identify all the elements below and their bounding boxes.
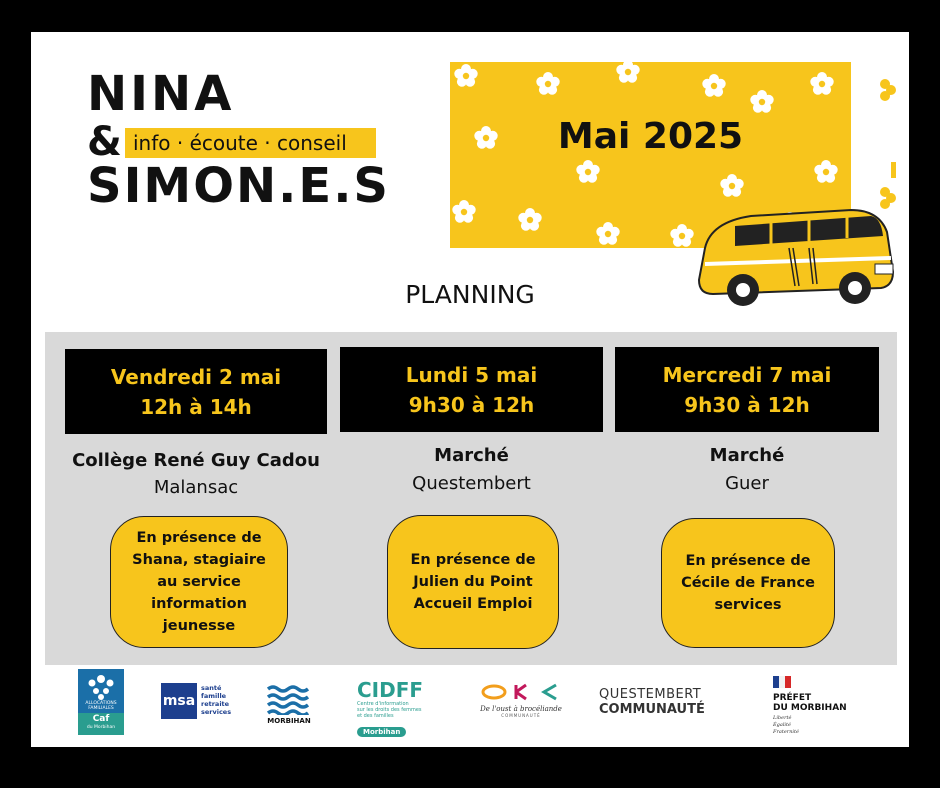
event-place: Marché (434, 445, 509, 466)
msa-line-4: services (201, 708, 232, 716)
caf-line-3: Caf (92, 714, 110, 724)
caf-line-4: du Morbihan (86, 725, 116, 730)
poster (31, 32, 909, 747)
event-place: Marché (709, 445, 785, 466)
event-card (65, 332, 335, 665)
event-presence-bubble: En présence de Julien du Point Accueil Emploi (387, 515, 559, 649)
cidff-logo (357, 679, 445, 739)
prefet-motto-2: Égalité (773, 722, 791, 728)
okc-shapes-icon (476, 683, 566, 701)
partner-logos (31, 665, 909, 747)
okc-sub: COMMUNAUTÉ (501, 713, 541, 718)
okc-logo (476, 683, 566, 723)
msa-line-3: retraite (201, 700, 230, 708)
morbihan-label: MORBIHAN (267, 717, 311, 725)
cidff-region: Morbihan (357, 727, 406, 737)
cidff-name: CIDFF (357, 678, 424, 702)
okc-tagline: De l'oust à brocéliande (480, 705, 562, 713)
caf-logo (78, 669, 124, 735)
logo-tagline: info · écoute · conseil (133, 131, 347, 155)
caf-family-icon (78, 671, 124, 701)
cidff-line-3: et des familles (357, 713, 394, 719)
event-date: Mercredi 7 mai (662, 362, 832, 387)
morbihan-logo (264, 683, 314, 727)
event-date: Vendredi 2 mai (110, 364, 282, 389)
cidff-line-1: Centre d'information (357, 701, 409, 707)
prefet-motto-3: Fraternité (773, 729, 799, 735)
event-city: Guer (725, 473, 769, 494)
nina-simones-logo (87, 66, 390, 220)
prefet-logo (773, 673, 873, 739)
prefet-motto-1: Liberté (773, 715, 792, 721)
event-card (340, 332, 610, 665)
event-date-box (615, 347, 879, 432)
msa-line-1: santé (201, 684, 222, 692)
event-time: 12h à 14h (140, 394, 252, 419)
logo-line-2: SIMON.E.S (87, 158, 390, 214)
morbihan-waves-icon (264, 683, 314, 715)
event-time: 9h30 à 12h (684, 392, 810, 417)
cidff-line-2: sur les droits des femmes (357, 707, 422, 713)
questembert-line-2: COMMUNAUTÉ (599, 702, 705, 717)
event-card (615, 332, 885, 665)
questembert-line-1: QUESTEMBERT (599, 687, 702, 702)
event-presence-bubble: En présence de Cécile de France services (661, 518, 835, 648)
schedule-panel (45, 332, 897, 665)
caf-line-2: FAMILIALES (88, 706, 114, 711)
msa-line-2: famille (201, 692, 227, 700)
msa-logo (161, 683, 241, 721)
event-time: 9h30 à 12h (408, 392, 535, 417)
event-date: Lundi 5 mai (405, 362, 538, 387)
event-date-box (340, 347, 603, 432)
prefet-line-1: PRÉFET (773, 693, 812, 703)
caf-line-1: ALLOCATIONS (85, 701, 117, 706)
logo-ampersand: & (87, 119, 122, 165)
month-title: Mai 2025 (557, 116, 744, 157)
event-date-box (65, 349, 327, 434)
msa-mark: msa (161, 683, 197, 719)
event-presence-bubble: En présence de Shana, stagiaire au service information jeunesse (110, 516, 288, 648)
marianne-flag-icon (773, 676, 791, 688)
event-city: Questembert (412, 473, 531, 494)
logo-line-1: NINA (87, 66, 235, 122)
event-city: Malansac (153, 477, 239, 498)
planning-title: PLANNING (405, 280, 535, 309)
questembert-logo (599, 687, 739, 721)
prefet-line-2: DU MORBIHAN (773, 703, 847, 713)
event-place: Collège René Guy Cadou (72, 450, 320, 471)
